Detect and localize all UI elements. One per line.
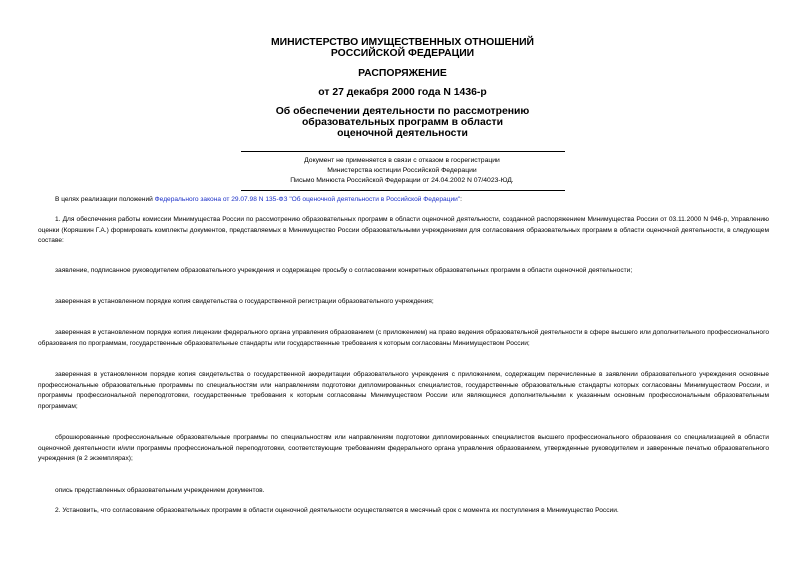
list-item-inventory: опись представленных образовательным учреждением документов. (55, 487, 265, 494)
paragraph-1: 1. Для обеспечения работы комиссии Минимущества России по рассмотрению образовательных программ в области оценочной деятельности, созданной распоряжением Минимущества России от 03.11.2000 N 946-р, Управлению оценки (Коряшкин Г.А.) формировать комплекты документов, представляемых в Минимущество России образовательными учреждениями для согласования образовательных программ в области оценочной деятельности, в следующем составе: (38, 216, 769, 245)
list-item-accreditation-certificate: заверенная в установленном порядке копия свидетельства о государственной аккредитации образовательного учреждения с приложением, содержащим перечисленные в заявлении образовательного учреждения основные профессиональные образовательные программы по специальностям или направлениям подготовки дипломированных специалистов, государственные образовательные стандарты которых согласованы Минимуществом России, и программы профессиональной переподготовки, государственные требования к которым согласованы Минимуществом России или являющиеся дополнительными к указанным основным профессиональным образовательным программам; (38, 371, 769, 410)
registration-note-line2: Министерства юстиции Российской Федерации (327, 167, 477, 174)
top-divider (241, 151, 565, 152)
paragraph-2: 2. Установить, что согласование образовательных программ в области оценочной деятельности осуществляется в месячный срок с момента их поступления в Минимущество России. (55, 507, 619, 514)
ministry-name-line1: МИНИСТЕРСТВО ИМУЩЕСТВЕННЫХ ОТНОШЕНИЙ (270, 37, 535, 48)
intro-prefix: В целях реализации положений (55, 196, 155, 203)
document-type: РАСПОРЯЖЕНИЕ (358, 68, 447, 79)
federal-law-link[interactable]: Федерального закона от 29.07.98 N 135-ФЗ "Об оценочной деятельности в Российской Федерации" (154, 196, 461, 203)
document-title-line1: Об обеспечении деятельности по рассмотрению (275, 106, 530, 117)
intro-paragraph (38, 195, 769, 206)
registration-note-line3: Письмо Минюста Российской Федерации от 24.04.2002 N 07/4023-ЮД. (290, 177, 514, 184)
document-title-line2: образовательных программ в области (301, 117, 504, 128)
list-item-application: заявление, подписанное руководителем образовательного учреждения и содержащее просьбу о согласовании конкретных образовательных программ в области оценочной деятельности; (55, 267, 633, 274)
list-item-registration-certificate: заверенная в установленном порядке копия свидетельства о государственной регистрации образовательного учреждения; (55, 298, 434, 305)
registration-note-line1: Документ не применяется в связи с отказом в госрегистрации (304, 157, 500, 164)
list-item-license-copy: заверенная в установленном порядке копия лицензии федерального органа управления образованием (с приложением) на право ведения образовательной деятельности в сфере высшего или дополнительного профессионального образования по программам, государственные образовательные стандарты или государственные требования к которым согласованы Минимуществом России; (38, 329, 769, 347)
ministry-name-line2: РОССИЙСКОЙ ФЕДЕРАЦИИ (330, 48, 475, 59)
bottom-divider (241, 190, 565, 191)
intro-suffix: : (460, 196, 462, 203)
document-title-line3: оценочной деятельности (337, 128, 468, 139)
list-item-bound-programs: сброшюрованные профессиональные образовательные программы по специальностям или направлениям подготовки дипломированных специалистов высшего профессионального образования со специализацией в области оценочной деятельности и/или программы профессиональной переподготовки, соответствующие требованиям федерального органа управления образованием, утвержденные руководителем и заверенные печатью образовательного учреждения (в 2 экземплярах); (38, 434, 769, 463)
document-date-number: от 27 декабря 2000 года N 1436-р (318, 87, 487, 98)
